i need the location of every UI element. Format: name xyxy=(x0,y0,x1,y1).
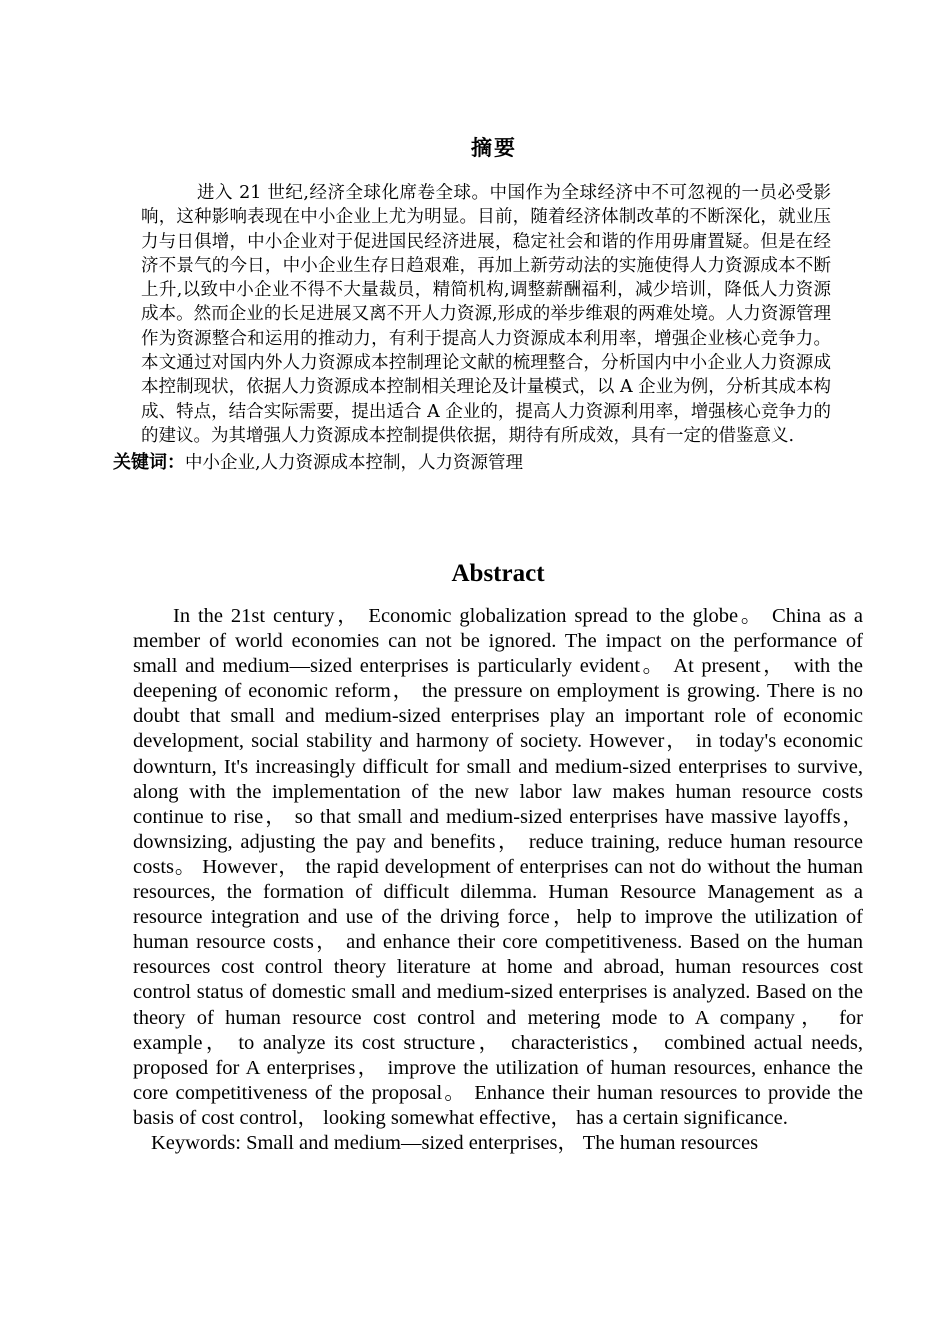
chinese-abstract-section xyxy=(113,133,831,476)
chinese-keywords-line xyxy=(113,450,831,476)
english-abstract-heading: Abstract xyxy=(451,560,545,587)
chinese-keywords-value: 中小企业,人力资源成本控制，人力资源管理 xyxy=(185,453,524,474)
english-abstract-section xyxy=(133,558,863,1156)
chinese-abstract-body: 进入 21 世纪,经济全球化席卷全球。中国作为全球经济中不可忽视的一员必受影响，这种影响表现在中小企业上尤为明显。目前，随着经济体制改革的不断深化，就业压力与日俱增，中小企业对于促进国民经济进展，稳定社会和谐的作用毋庸置疑。但是在经济不景气的今日，中小企业生存日趋艰难，再加上新劳动法的实施使得人力资源成本不断上升,以致中小企业不得不大量裁员，精简机构,调整薪酬福利，减少培训，降低人力资源成本。然而企业的长足进展又离不开人力资源,形成的举步维艰的两难处境。人力资源管理作为资源整合和运用的推动力，有利于提高人力资源成本利用率，增强企业核心竞争力。本文通过对国内外人力资源成本控制理论文献的梳理整合，分析国内中小企业人力资源成本控制现状，依据人力资源成本控制相关理论及计量模式，以 A 企业为例，分析其成本构成、特点，结合实际需要，提出适合 A 企业的，提高人力资源利用率，增强核心竞争力的的建议。为其增强人力资源成本控制提供依据，期待有所成效，具有一定的借鉴意义. xyxy=(141,183,831,446)
english-keywords-line: Keywords: Small and medium—sized enterprises， The human resources xyxy=(151,1131,759,1154)
chinese-abstract-heading: 摘要 xyxy=(471,136,517,160)
english-abstract-body: In the 21st century， Economic globalization spread to the globe。 China as a member of world economies can not be ignored. The impact on the performance of small and medium—sized enterprises is particularly evident。 At present， with the deepening of economic reform， the pressure on employment is growing. There is no doubt that small and medium-sized enterprises play an important role of economic development, social stability and harmony of society. However， in today's economic downturn, It's increasingly difficult for small and medium-sized enterprises to survive, along with the implementation of the new labor law makes human resource costs continue to rise， so that small and medium-sized enterprises have massive layoffs，downsizing, adjusting the pay and benefits， reduce training, reduce human resource costs。 However， the rapid development of enterprises can not do without the human resources, the formation of difficult dilemma. Human Resource Management as a resource integration and use of the driving force，help to improve the utilization of human resource costs， and enhance their core competitiveness. Based on the human resources cost control theory literature at home and abroad, human resources cost control status of domestic small and medium-sized enterprises is analyzed. Based on the theory of human resource cost control and metering mode to A company， for example， to analyze its cost structure， characteristics， combined actual needs, proposed for A enterprises， improve the utilization of human resources, enhance the core competitiveness of the proposal。 Enhance their human resources to provide the basis of cost control， looking somewhat effective， has a certain significance. xyxy=(133,605,863,1129)
chinese-keywords-label: 关键词： xyxy=(113,452,185,474)
